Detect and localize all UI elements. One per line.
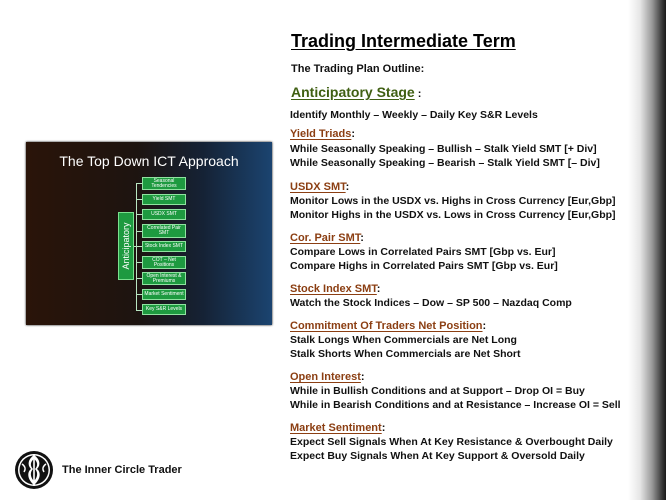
- section-heading: [290, 231, 364, 245]
- section-line: Watch the Stock Indices – Dow – SP 500 – Nazdaq Comp: [290, 297, 572, 309]
- section-heading-label: Commitment Of Traders Net Position: [290, 320, 483, 332]
- section-line: While Seasonally Speaking – Bullish – Stalk Yield SMT [+ Div]: [290, 143, 597, 155]
- section-heading: [290, 282, 380, 296]
- footer-brand: The Inner Circle Trader: [62, 464, 182, 476]
- diagram-box: Correlated Pair SMT: [142, 224, 186, 238]
- identify-levels-line: Identify Monthly – Weekly – Daily Key S&R Levels: [290, 109, 538, 121]
- section-line: While in Bearish Conditions and at Resistance – Increase OI = Sell: [290, 399, 621, 411]
- section-line: Monitor Highs in the USDX vs. Lows in Cross Currency [Eur,Gbp]: [290, 209, 616, 221]
- section-heading-colon: :: [376, 283, 381, 295]
- section-heading-colon: :: [360, 232, 364, 244]
- section-heading: [290, 370, 365, 384]
- section-line: While in Bullish Conditions and at Support – Drop OI = Buy: [290, 385, 585, 397]
- diagram-title: The Top Down ICT Approach: [59, 153, 239, 169]
- section-line: Compare Lows in Correlated Pairs SMT [Gbp vs. Eur]: [290, 246, 556, 258]
- section-heading-label: Open Interest: [290, 371, 361, 383]
- section-line: Stalk Longs When Commercials are Net Long: [290, 334, 517, 346]
- section-heading: [290, 421, 385, 435]
- section-heading-label: Cor. Pair SMT: [290, 232, 361, 244]
- anticipatory-title: Anticipatory Stage: [291, 84, 415, 100]
- diagram-box: USDX SMT: [142, 209, 186, 220]
- section-line: Stalk Shorts When Commercials are Net Short: [290, 348, 521, 360]
- section-heading-colon: :: [482, 320, 487, 332]
- outline-subtitle: The Trading Plan Outline:: [291, 63, 425, 75]
- diagram-box: Stock Index SMT: [142, 241, 186, 252]
- section-heading-label: Yield Triads: [290, 128, 352, 140]
- section-heading-colon: :: [360, 371, 365, 383]
- section-line: Monitor Lows in the USDX vs. Highs in Cross Currency [Eur,Gbp]: [290, 195, 616, 207]
- section-line: While Seasonally Speaking – Bearish – Stalk Yield SMT [– Div]: [290, 157, 600, 169]
- section-heading: [290, 127, 355, 141]
- section-heading-label: Stock Index SMT: [290, 283, 377, 295]
- diagram-box: Market Sentiment: [142, 289, 186, 300]
- ict-logo-icon: [14, 450, 54, 490]
- section-line: Expect Sell Signals When At Key Resistance & Overbought Daily: [290, 436, 613, 448]
- section-heading: [290, 319, 486, 333]
- diagram-stage-label: Anticipatory: [121, 222, 131, 270]
- section-line: Expect Buy Signals When At Key Support & Oversold Daily: [290, 450, 585, 462]
- anticipatory-colon: :: [417, 88, 422, 100]
- section-heading-colon: :: [345, 181, 350, 193]
- anticipatory-stage-heading: [291, 84, 421, 102]
- section-heading: [290, 180, 349, 194]
- diagram-box: COT – Net Positions: [142, 256, 186, 269]
- section-line: Compare Highs in Correlated Pairs SMT [Gbp vs. Eur]: [290, 260, 558, 272]
- diagram-box: Key S&R Levels: [142, 304, 186, 315]
- diagram-box: Seasonal Tendencies: [142, 177, 186, 190]
- slide-title: Trading Intermediate Term: [291, 31, 516, 51]
- section-heading-label: Market Sentiment: [290, 422, 382, 434]
- diagram-box: Open Interest & Premiums: [142, 272, 186, 285]
- diagram-box: Yield SMT: [142, 194, 186, 205]
- section-heading-colon: :: [381, 422, 386, 434]
- diagram-stage-box: [118, 212, 134, 280]
- section-heading-label: USDX SMT: [290, 181, 346, 193]
- section-heading-colon: :: [351, 128, 356, 140]
